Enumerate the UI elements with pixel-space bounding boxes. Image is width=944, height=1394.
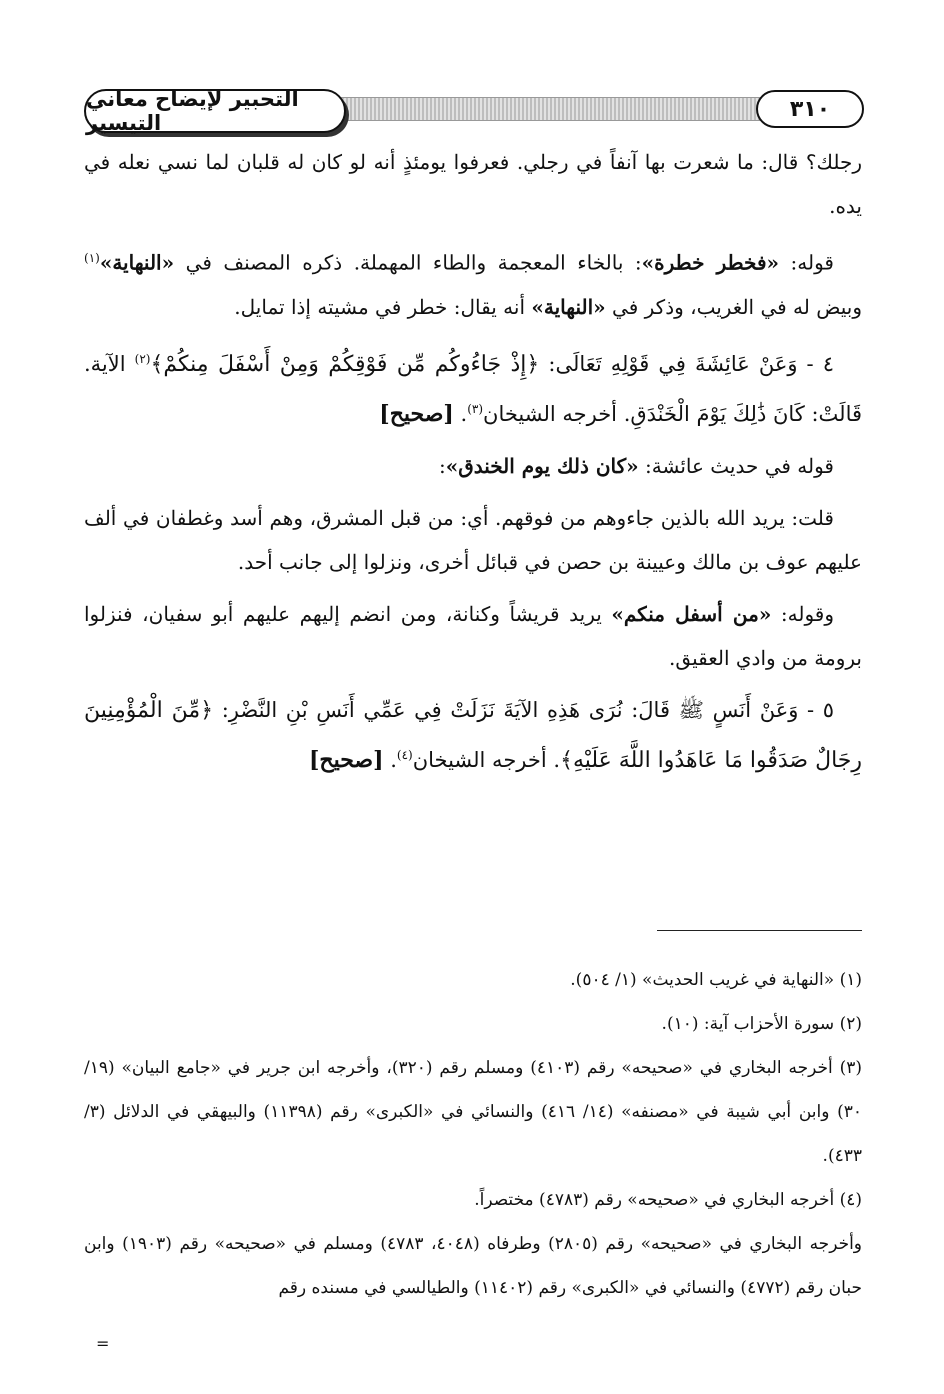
footnote-2: (٢) سورة الأحزاب آية: (١٠).: [661, 1014, 862, 1034]
text-span: وبيض له في الغريب، وذكر في: [605, 294, 862, 319]
paragraph-4: [84, 444, 862, 488]
hadith-text: . أخرجه الشيخان: [412, 747, 561, 772]
footnote-separator: [657, 930, 862, 931]
quran-verse: ﴿إِذْ جَاءُوكُم مِّن فَوْقِكُمْ وَمِنْ أَسْفَلَ مِنكُمْ﴾: [150, 351, 540, 377]
footnote-ref-3[interactable]: (٣): [467, 401, 484, 416]
text-span: قوله:: [779, 250, 834, 275]
text-span: :: [438, 453, 446, 478]
book-ref-bold: «النهاية»: [99, 250, 175, 275]
footnote-1: (١) «النهاية في غريب الحديث» (١/ ٥٠٤).: [570, 970, 862, 990]
footnote-4-continued: وأخرجه البخاري في «صحيحه» رقم (٢٨٠٥) وطرفاه (٤٠٤٨، ٤٧٨٣) ومسلم في «صحيحه» رقم (١٩٠٣) وابن حبان رقم (٤٧٧٢) والنسائي في «الكبرى» رقم (١١٤٠٢) والطيالسي في مسنده رقم: [84, 1234, 863, 1298]
footnote-ref-1[interactable]: (١): [84, 251, 100, 265]
quran-verse: ﴿مِّنَ الْمُؤْمِنِينَ رِجَالٌ صَدَقُوا مَا عَاهَدُوا اللَّهَ عَلَيْهِ﴾: [84, 697, 862, 773]
book-ref-bold: «النهاية»: [531, 294, 606, 319]
footnote-ref-2[interactable]: (٢): [134, 351, 151, 366]
main-text: [84, 140, 862, 791]
term-bold: «كان ذلك يوم الخندق»: [445, 453, 639, 478]
term-bold: «فخطر خطرة»: [641, 250, 779, 275]
paragraph-2: [84, 236, 862, 329]
page-number: ٣١٠: [756, 90, 864, 128]
grade-label: [صحيح]: [379, 400, 454, 427]
footnote-3: (٣) أخرجه البخاري في «صحيحه» رقم (٤١٠٣) ومسلم رقم (٣٢٠)، وأخرجه ابن جرير في «جامع البيان» (١٩/ ٣٠) وابن أبي شيبة في «مصنفه» (١٤/ ٤١٦) والنسائي في «الكبرى» رقم (١١٣٩٨) والبيهقي في الدلائل (٣/ ٤٣٣).: [84, 1058, 862, 1166]
footnotes: [84, 958, 862, 1310]
footnote-4: (٤) أخرجه البخاري في «صحيحه» رقم (٤٧٨٣) مختصراً.: [474, 1190, 862, 1210]
page-header: [84, 85, 864, 141]
text-span: وقوله:: [771, 601, 835, 626]
header-ornament-band: [334, 97, 764, 121]
text-span: .: [383, 747, 397, 772]
text-span: .: [453, 401, 468, 426]
text-span: قوله في حديث عائشة:: [638, 453, 834, 478]
paragraph-5: قلت: يريد الله بالذين جاءوهم من فوقهم. أي: من قبل المشرق، وهم أسد وغطفان في ألف عليهم عوف بن مالك وعيينة بن حصن في قبائل أخرى، ونزلوا إلى جانب أحد.: [84, 505, 862, 574]
hadith-5: [84, 688, 862, 783]
hadith-text: الآية. قَالَتْ: كَانَ ذَٰلِكَ يَوْمَ الْخَنْدَقِ. أخرجه الشيخان: [84, 351, 862, 426]
paragraph-1: رجلك؟ قال: ما شعرت بها آنفاً في رجلي. فعرفوا يومئذٍ أنه لو كان له قلبان لما نسي نعله في يده.: [84, 150, 862, 218]
hadith-text: ٤ - وَعَنْ عَائِشَةَ فِي قَوْلِهِ تَعَالَى:: [539, 351, 834, 376]
text-span: أنه يقال: خطر في مشيته إذا تمايل.: [234, 294, 532, 319]
continuation-mark: =: [96, 1334, 110, 1353]
book-title: التحبير لإيضاح معاني التيسير: [84, 89, 346, 133]
term-bold: «من أسفل منكم»: [611, 601, 772, 626]
paragraph-6: [84, 592, 862, 680]
footnote-ref-4[interactable]: (٤): [396, 747, 413, 762]
hadith-text: ٥ - وَعَنْ أَنَسٍ ﷺ قَالَ: نُرَى هَذِهِ الآيَةَ نَزَلَتْ فِي عَمِّي أَنَسِ بْنِ النَّضْرِ:: [213, 697, 835, 722]
text-span: يريد قريشاً وكنانة، ومن انضم إليهم عليهم أبو سفيان، فنزلوا برومة من وادي العقيق.: [84, 601, 862, 670]
grade-label: [صحيح]: [308, 746, 384, 773]
hadith-4: [84, 337, 862, 436]
text-span: : بالخاء المعجمة والطاء المهملة. ذكره المصنف في: [174, 250, 642, 275]
